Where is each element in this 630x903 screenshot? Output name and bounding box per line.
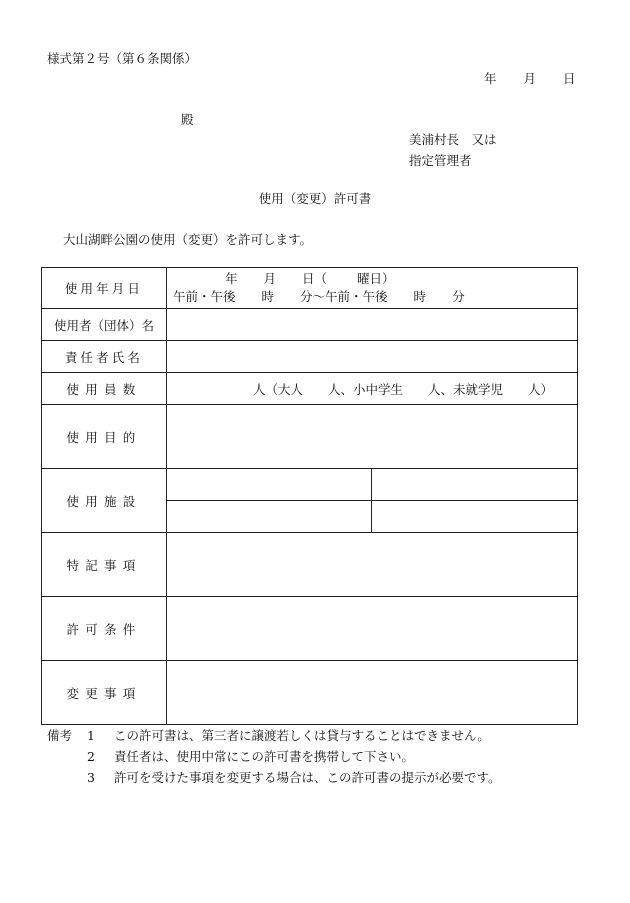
row-responsible	[42, 341, 578, 373]
label-usage-date: 使用年月日	[42, 268, 167, 309]
notes-section	[47, 725, 501, 788]
date-year-label: 年	[225, 271, 238, 286]
field-special-notes[interactable]	[167, 533, 578, 597]
issuer-line-2: 指定管理者	[409, 153, 472, 168]
note-item	[47, 767, 501, 788]
label-changes: 変更事項	[42, 661, 167, 725]
user-count-breakdown: 人（大人 人、小中学生 人、未就学児 人）	[253, 381, 554, 397]
row-changes	[42, 661, 578, 725]
label-responsible-person: 責任者氏名	[42, 341, 167, 373]
note-item	[47, 746, 501, 767]
field-user-name[interactable]	[167, 309, 578, 341]
label-user-name: 使用者（団体）名	[42, 309, 167, 341]
issue-date-year: 年	[484, 71, 497, 86]
field-facility-2b[interactable]	[372, 501, 578, 533]
label-special-notes: 特記事項	[42, 533, 167, 597]
row-count	[42, 373, 578, 405]
note-text: 許可を受けた事項を変更する場合は、この許可書の提示が必要です。	[114, 770, 501, 785]
field-usage-date[interactable]	[167, 268, 578, 309]
issuer-line-1: 美浦村長 又は	[409, 132, 497, 147]
row-usage-date	[42, 268, 578, 309]
row-user	[42, 309, 578, 341]
row-special-notes	[42, 533, 578, 597]
time-from-hour: 時	[261, 289, 275, 304]
label-purpose: 使用目的	[42, 405, 167, 469]
row-facility-1	[42, 469, 578, 501]
date-weekday-label: 曜日）	[357, 271, 395, 286]
document-title: 使用（変更）許可書	[258, 191, 372, 206]
note-number: 1	[87, 728, 95, 743]
form-number: 様式第２号（第６条関係）	[47, 51, 198, 66]
time-from-ampm: 午前・午後	[173, 289, 236, 304]
time-from-minute-tilde: 分〜午前・午後	[300, 289, 388, 304]
permit-table	[41, 267, 578, 725]
time-to-minute: 分	[452, 289, 465, 304]
issue-date-day: 日	[563, 71, 576, 86]
date-day-label: 日（	[302, 271, 328, 286]
note-number: 2	[87, 749, 95, 764]
addressee-suffix: 殿	[181, 112, 194, 127]
label-facility: 使用施設	[42, 469, 167, 533]
issue-date	[484, 69, 576, 87]
field-conditions[interactable]	[167, 597, 578, 661]
field-changes[interactable]	[167, 661, 578, 725]
field-responsible-person[interactable]	[167, 341, 578, 373]
label-user-count: 使用員数	[42, 373, 167, 405]
date-month-label: 月	[263, 271, 277, 286]
field-user-count[interactable]	[167, 373, 578, 405]
field-facility-1b[interactable]	[372, 469, 578, 501]
permission-statement: 大山湖畔公園の使用（変更）を許可します。	[63, 232, 313, 247]
issue-date-month: 月	[523, 71, 537, 86]
field-facility-2a[interactable]	[167, 501, 372, 533]
notes-heading: 備考	[47, 728, 73, 743]
row-purpose	[42, 405, 578, 469]
note-number: 3	[87, 770, 95, 785]
field-facility-1a[interactable]	[167, 469, 372, 501]
row-conditions	[42, 597, 578, 661]
note-text: この許可書は、第三者に譲渡若しくは貸与することはできません。	[114, 728, 490, 743]
note-item	[47, 725, 501, 746]
field-purpose[interactable]	[167, 405, 578, 469]
label-conditions: 許可条件	[42, 597, 167, 661]
time-to-hour: 時	[413, 289, 427, 304]
note-text: 責任者は、使用中常にこの許可書を携帯して下さい。	[114, 749, 415, 764]
